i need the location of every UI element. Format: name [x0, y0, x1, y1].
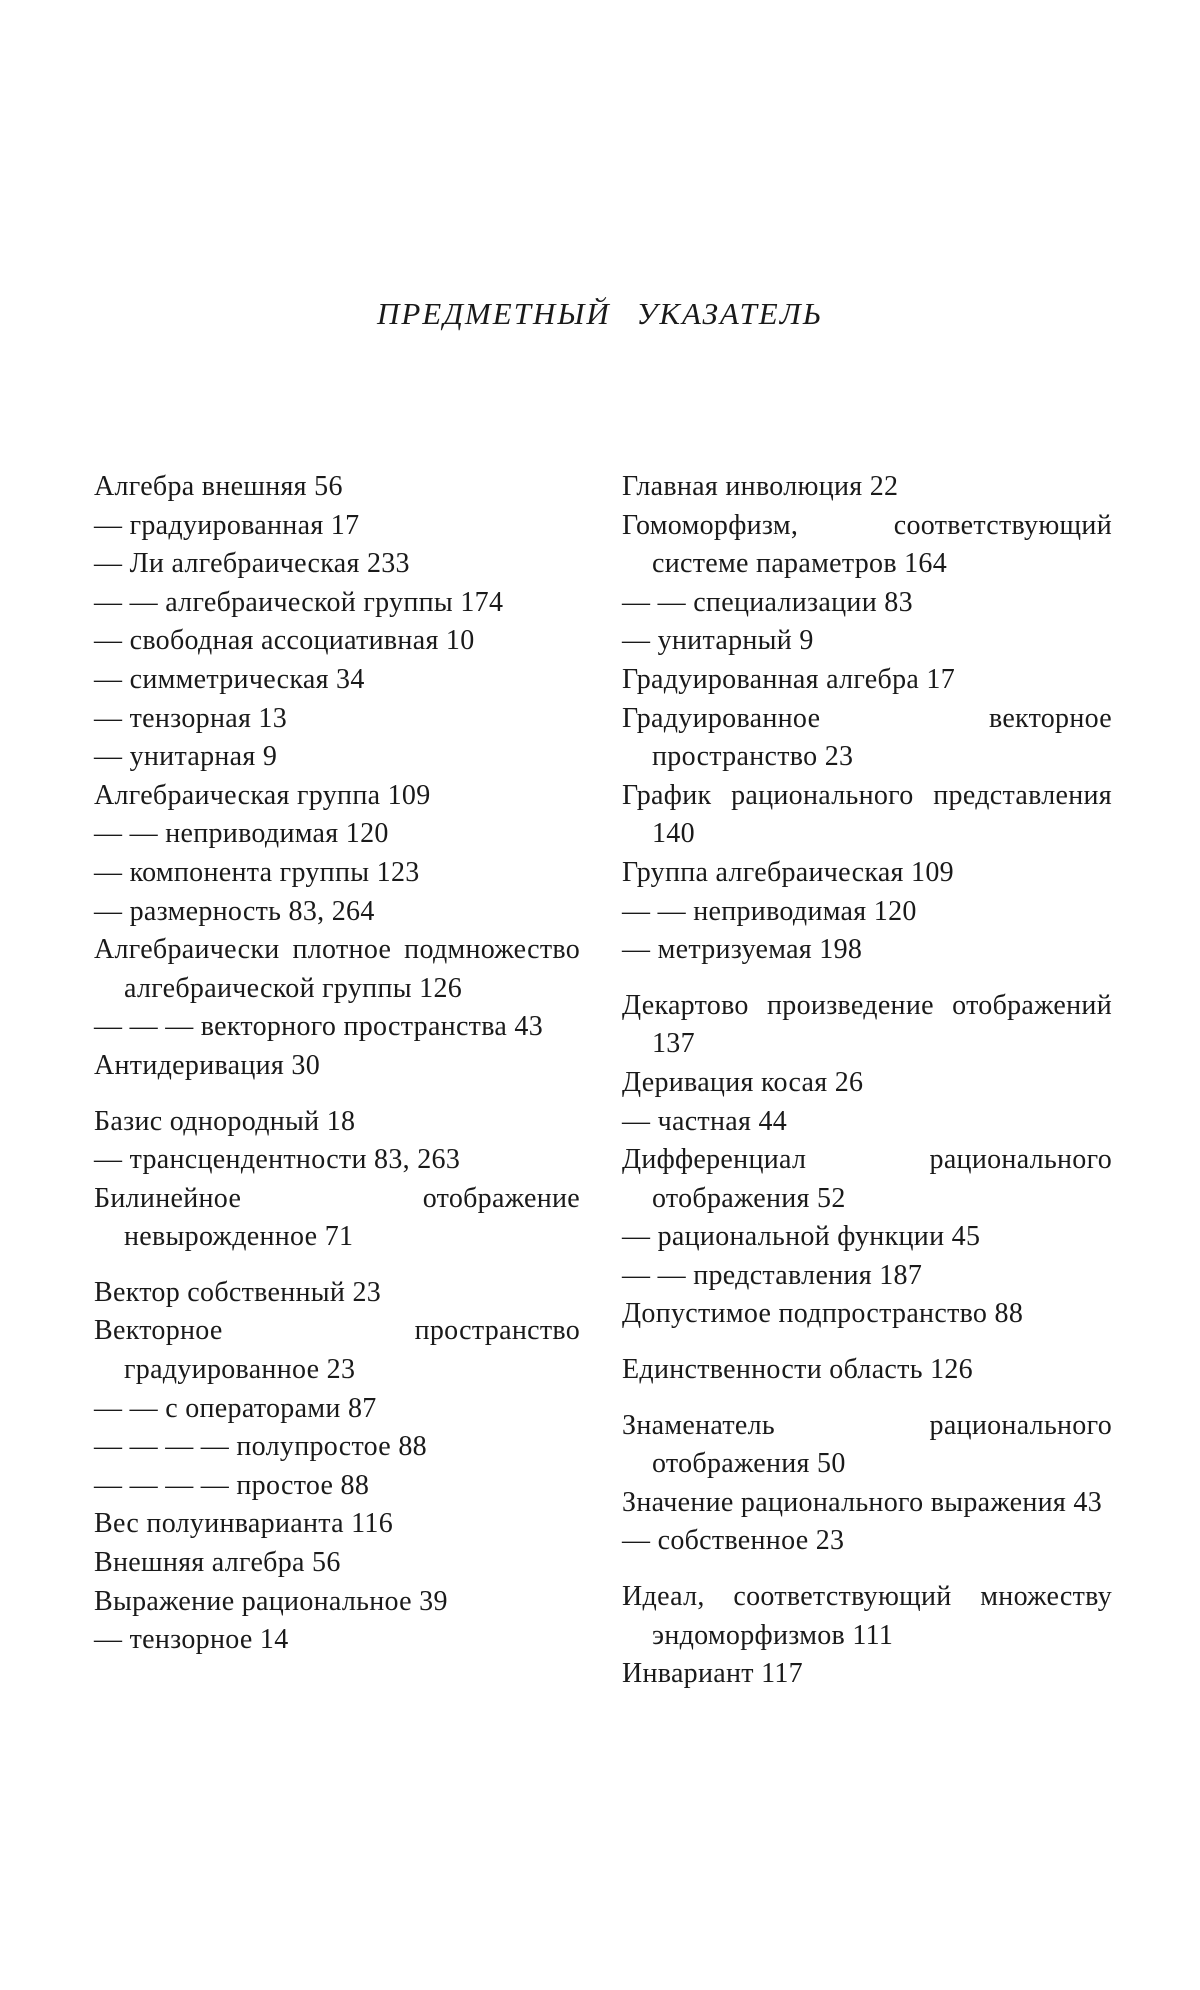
- index-entry: Антидеривация 30: [94, 1049, 321, 1081]
- index-entry: Деривация косая 26: [622, 1066, 864, 1098]
- index-entry: Инвариант 117: [622, 1658, 803, 1690]
- index-entry: — тензорная 13: [94, 702, 288, 734]
- index-entry: Вектор собственный 23: [94, 1276, 382, 1308]
- index-entry: — симметрическая 34: [94, 663, 365, 695]
- index-column-left: [94, 468, 580, 1660]
- index-entry: Алгебраическая группа 109: [94, 779, 431, 811]
- index-entry: — унитарный 9: [622, 625, 814, 657]
- index-entry: — — — — простое 88: [94, 1469, 370, 1501]
- index-entry: — собственное 23: [622, 1525, 845, 1557]
- index-entry: — — неприводимая 120: [94, 818, 389, 850]
- index-entry: — свободная ассоциативная 10: [94, 625, 475, 657]
- index-entry: Главная инволюция 22: [622, 471, 899, 502]
- index-entry: Градуированная алгебра 17: [622, 663, 955, 695]
- index-entry: — — — векторного пространства 43: [94, 1011, 543, 1043]
- index-entry: Группа алгебраическая 109: [622, 856, 954, 888]
- index-entry: Векторное пространство градуированное 23: [94, 1315, 580, 1386]
- page-title: ПРЕДМЕТНЫЙ УКАЗАТЕЛЬ: [376, 296, 824, 331]
- index-entry: — тензорное 14: [94, 1624, 289, 1656]
- index-entry: — — алгебраической группы 174: [94, 586, 504, 618]
- index-entry: — — неприводимая 120: [622, 895, 917, 927]
- index-entry: — — специализации 83: [622, 586, 913, 618]
- index-entry: Декартово произведение отображений 137: [622, 989, 1112, 1060]
- index-entry: Допустимое подпространство 88: [622, 1298, 1024, 1330]
- index-column-right: [622, 468, 1112, 1694]
- index-entry: График рационального представления 140: [622, 779, 1112, 850]
- index-entry: Алгебра внешняя 56: [94, 471, 343, 502]
- index-entry: Алгебраически плотное подмножество алгебраической группы 126: [94, 934, 580, 1004]
- index-entry: — рациональной функции 45: [622, 1221, 981, 1253]
- index-entry: — метризуемая 198: [622, 934, 863, 966]
- index-entry: — частная 44: [622, 1105, 788, 1137]
- index-entry: Базис однородный 18: [94, 1105, 356, 1137]
- index-entry: — градуированная 17: [94, 509, 360, 541]
- index-entry: Знаменатель рационального отображения 50: [622, 1409, 1112, 1480]
- index-entry: Идеал, соответствующий множеству эндоморфизмов 111: [622, 1581, 1112, 1651]
- index-entry: — — с операторами 87: [94, 1392, 377, 1424]
- index-entry: Билинейное отображение невырожденное 71: [94, 1182, 580, 1253]
- index-entry: Значение рационального выражения 43: [622, 1486, 1103, 1518]
- index-entry: — компонента группы 123: [94, 856, 420, 888]
- index-entry: — трансцендентности 83, 263: [94, 1144, 461, 1176]
- index-entry: Внешняя алгебра 56: [94, 1547, 341, 1579]
- index-entry: — унитарная 9: [94, 741, 278, 773]
- index-entry: Градуированное векторное пространство 23: [622, 702, 1112, 773]
- index-entry: — размерность 83, 264: [94, 895, 375, 927]
- index-entry: — Ли алгебраическая 233: [94, 548, 410, 580]
- index-entry: Дифференциал рационального отображения 52: [622, 1144, 1112, 1214]
- index-entry: — — — — полупростое 88: [94, 1431, 427, 1463]
- index-entry: Гомоморфизм, соответствующий системе параметров 164: [622, 509, 1112, 580]
- index-entry: Единственности область 126: [622, 1354, 973, 1386]
- index-entry: Вес полуинварианта 116: [94, 1508, 394, 1540]
- index-entry: Выражение рациональное 39: [94, 1585, 448, 1617]
- index-entry: — — представления 187: [622, 1259, 923, 1291]
